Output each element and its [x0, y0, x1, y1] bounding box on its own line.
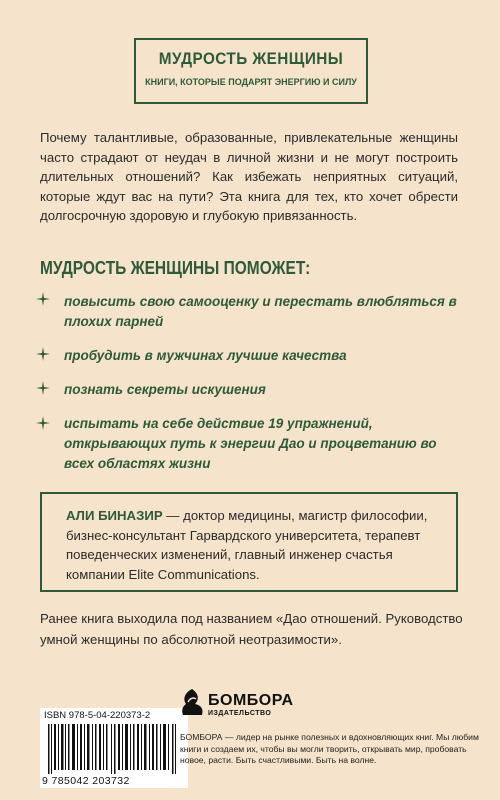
- publisher-description: БОМБОРА — лидер на рынке полезных и вдохновляющих книг. Мы любим книги и создаем их, чтобы вы могли творить, открывать мир, пробовать новое, расти. Быть счастливыми. Быть на волне.: [180, 732, 479, 765]
- series-header-box: [134, 38, 368, 104]
- author-name: АЛИ БИНАЗИР: [66, 508, 163, 523]
- benefit-item: испытать на себе действие 19 упражнений, открывающих путь к энергии Дао и процветанию во всех областях жизни: [64, 416, 437, 471]
- intro-paragraph: Почему талантливые, образованные, привлекательные женщины часто страдают от неудач в личной жизни и не могут построить длительных отношений? Как избежать неприятных ситуаций, которые ждут вас на пути? Эта книга для тех, кто хочет обрести долгосрочную здоровую и глубокую привязанность.: [40, 130, 458, 223]
- sparkle-icon: [36, 347, 50, 361]
- barcode-number: 9 785042 203732: [42, 775, 130, 787]
- barcode-icon: [48, 724, 180, 774]
- barcode: [40, 708, 188, 788]
- isbn-label: ISBN 978-5-04-220373-2: [44, 710, 151, 721]
- series-title: МУДРОСТЬ ЖЕНЩИНЫ: [158, 49, 344, 68]
- benefit-item: повысить свою самооценку и перестать влюбляться в плохих парней: [64, 294, 457, 329]
- helps-heading: МУДРОСТЬ ЖЕНЩИНЫ ПОМОЖЕТ:: [40, 258, 311, 278]
- sparkle-icon: [36, 381, 50, 395]
- previous-title-note: Ранее книга выходила под названием «Дао отношений. Руководство умной женщины по абсолютной неотразимости».: [40, 611, 463, 647]
- sparkle-icon: [36, 416, 50, 430]
- publisher-name: БОМБОРА: [208, 692, 294, 709]
- sparkle-icon: [36, 292, 50, 306]
- benefit-item: пробудить в мужчинах лучшие качества: [64, 348, 347, 363]
- bombora-wave-icon: [180, 688, 204, 718]
- series-subtitle: КНИГИ, КОТОРЫЕ ПОДАРЯТ ЭНЕРГИЮ И СИЛУ: [145, 77, 357, 87]
- author-box: [40, 492, 458, 592]
- author-text: [66, 506, 446, 584]
- author-bio: — доктор медицины, магистр философии, бизнес-консультант Гарвардского университета, терапевт поведенческих изменений, главный инженер счастья компании Elite Communications.: [66, 508, 428, 582]
- benefit-item: познать секреты искушения: [64, 382, 266, 397]
- publisher-tagline: ИЗДАТЕЛЬСТВО: [208, 710, 272, 717]
